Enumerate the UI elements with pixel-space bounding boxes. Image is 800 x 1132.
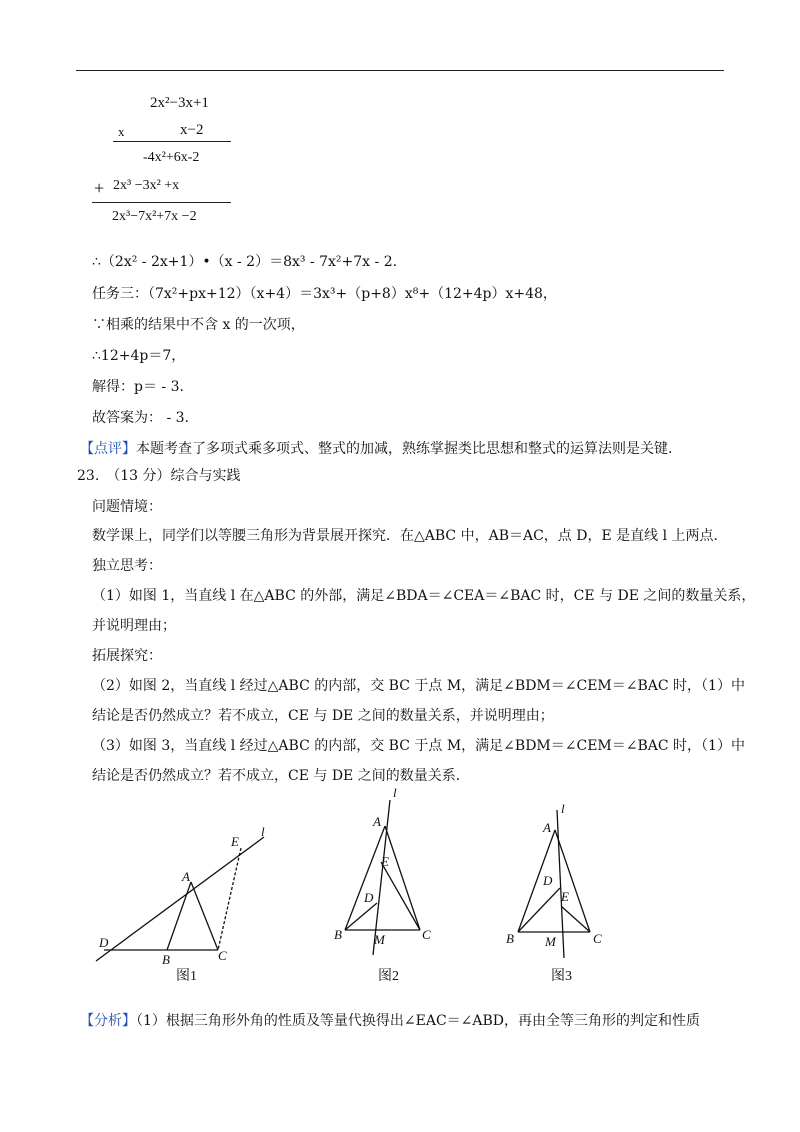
fig1-label-C: C [218,948,227,963]
fig2-label-M: M [374,932,385,947]
comment-tag: 【点评】 [80,441,136,457]
solution-line-3: ∵相乘的结果中不含 x 的一次项， [92,317,305,333]
fig1-caption: 图1 [176,969,197,984]
q23-independent-thinking-label: 独立思考： [92,558,162,574]
q23-part-3-line-1: （3）如图 3，当直线 l 经过△ABC 的内部，交 BC 于点 M，满足∠BDM＝∠CEM＝∠BAC 时，（1）中 [92,738,745,754]
calc-row-1: 2x²−3x+1 [150,95,209,111]
q23-problem-statement: 数学课上，同学们以等腰三角形为背景展开探究．在△ABC 中，AB＝AC，点 D，E 是直线 l 上两点． [92,528,728,544]
q23-extension-label: 拓展探究： [92,648,162,664]
analysis-text: （1）根据三角形外角的性质及等量代换得出∠EAC＝∠ABD，再由全等三角形的判定和性质 [136,1013,701,1029]
fig2-caption: 图2 [378,969,399,984]
fig2-label-A: A [373,814,381,829]
calc-row-2-right: x−2 [180,122,204,138]
calc-row-3: -4x²+6x-2 [143,150,200,165]
fig2-segment-AB [345,826,385,930]
solution-line-6: 故答案为： - 3. [92,410,189,426]
q23-part-3-line-2: 结论是否仍然成立？若不成立，CE 与 DE 之间的数量关系． [92,768,470,784]
fig1-label-D: D [99,935,109,950]
fig1-label-E: E [231,834,239,849]
solution-line-2: 任务三：（7x²+px+12）（x+4）＝3x³+（p+8）x⁸+（12+4p）x+48， [92,286,557,302]
fig2-label-B: B [334,927,342,942]
fig3-label-A: A [543,820,551,835]
calc-plus-sign: + [94,178,105,198]
q23-part-2-line-1: （2）如图 2，当直线 l 经过△ABC 的内部，交 BC 于点 M，满足∠BDM＝∠CEM＝∠BAC 时，（1）中 [92,678,745,694]
analysis-tag: 【分析】 [80,1013,136,1029]
q23-part-2-line-2: 结论是否仍然成立？若不成立，CE 与 DE 之间的数量关系，并说明理由； [92,708,554,724]
fig2-label-D: D [364,890,374,905]
solution-line-4: ∴12+4p＝7， [92,348,186,364]
calc-row-4: 2x³ −3x² +x [113,178,180,193]
fig1-label-A: A [182,869,190,884]
fig1-label-l: l [261,824,265,839]
fig3-label-E: E [561,889,569,904]
fig1-label-B: B [162,952,170,967]
fig2-label-l: l [393,785,397,800]
q23-part-1-line-1: （1）如图 1，当直线 l 在△ABC 的外部，满足∠BDA＝∠CEA＝∠BAC 时，CE 与 DE 之间的数量关系， [92,588,756,604]
fig3-label-B: B [506,931,514,946]
comment-text: 本题考查了多项式乘多项式、整式的加减，熟练掌握类比思想和整式的运算法则是关键. [136,441,673,457]
fig3-label-C: C [593,931,602,946]
fig2-label-E: E [381,854,389,869]
fig1-segment-EC [218,848,241,950]
solution-line-1: ∴（2x² - 2x+1）•（x - 2）＝8x³ - 7x²+7x - 2. [92,254,398,270]
calc-row-5: 2x³−7x²+7x −2 [112,209,197,224]
fig3-caption: 图3 [551,969,572,984]
analysis-paragraph [80,1011,700,1031]
fig3-label-l: l [561,801,565,816]
question-23-header: 23. （13 分）综合与实践 [77,468,241,484]
fig3-label-M: M [545,934,556,949]
fig3-label-D: D [543,873,553,888]
q23-problem-situation-label: 问题情境： [92,499,162,515]
fig1-segment-AC [191,882,218,950]
fig3-segment-BD [518,888,560,932]
fig1-segment-AB [167,882,191,950]
figure-1 [96,837,264,961]
q23-part-1-line-2: 并说明理由； [92,618,176,634]
calc-row-2-left: x [118,124,125,139]
solution-line-5: 解得：p＝ - 3. [92,379,184,395]
fig3-line-l [557,810,564,958]
fig2-label-C: C [422,927,431,942]
